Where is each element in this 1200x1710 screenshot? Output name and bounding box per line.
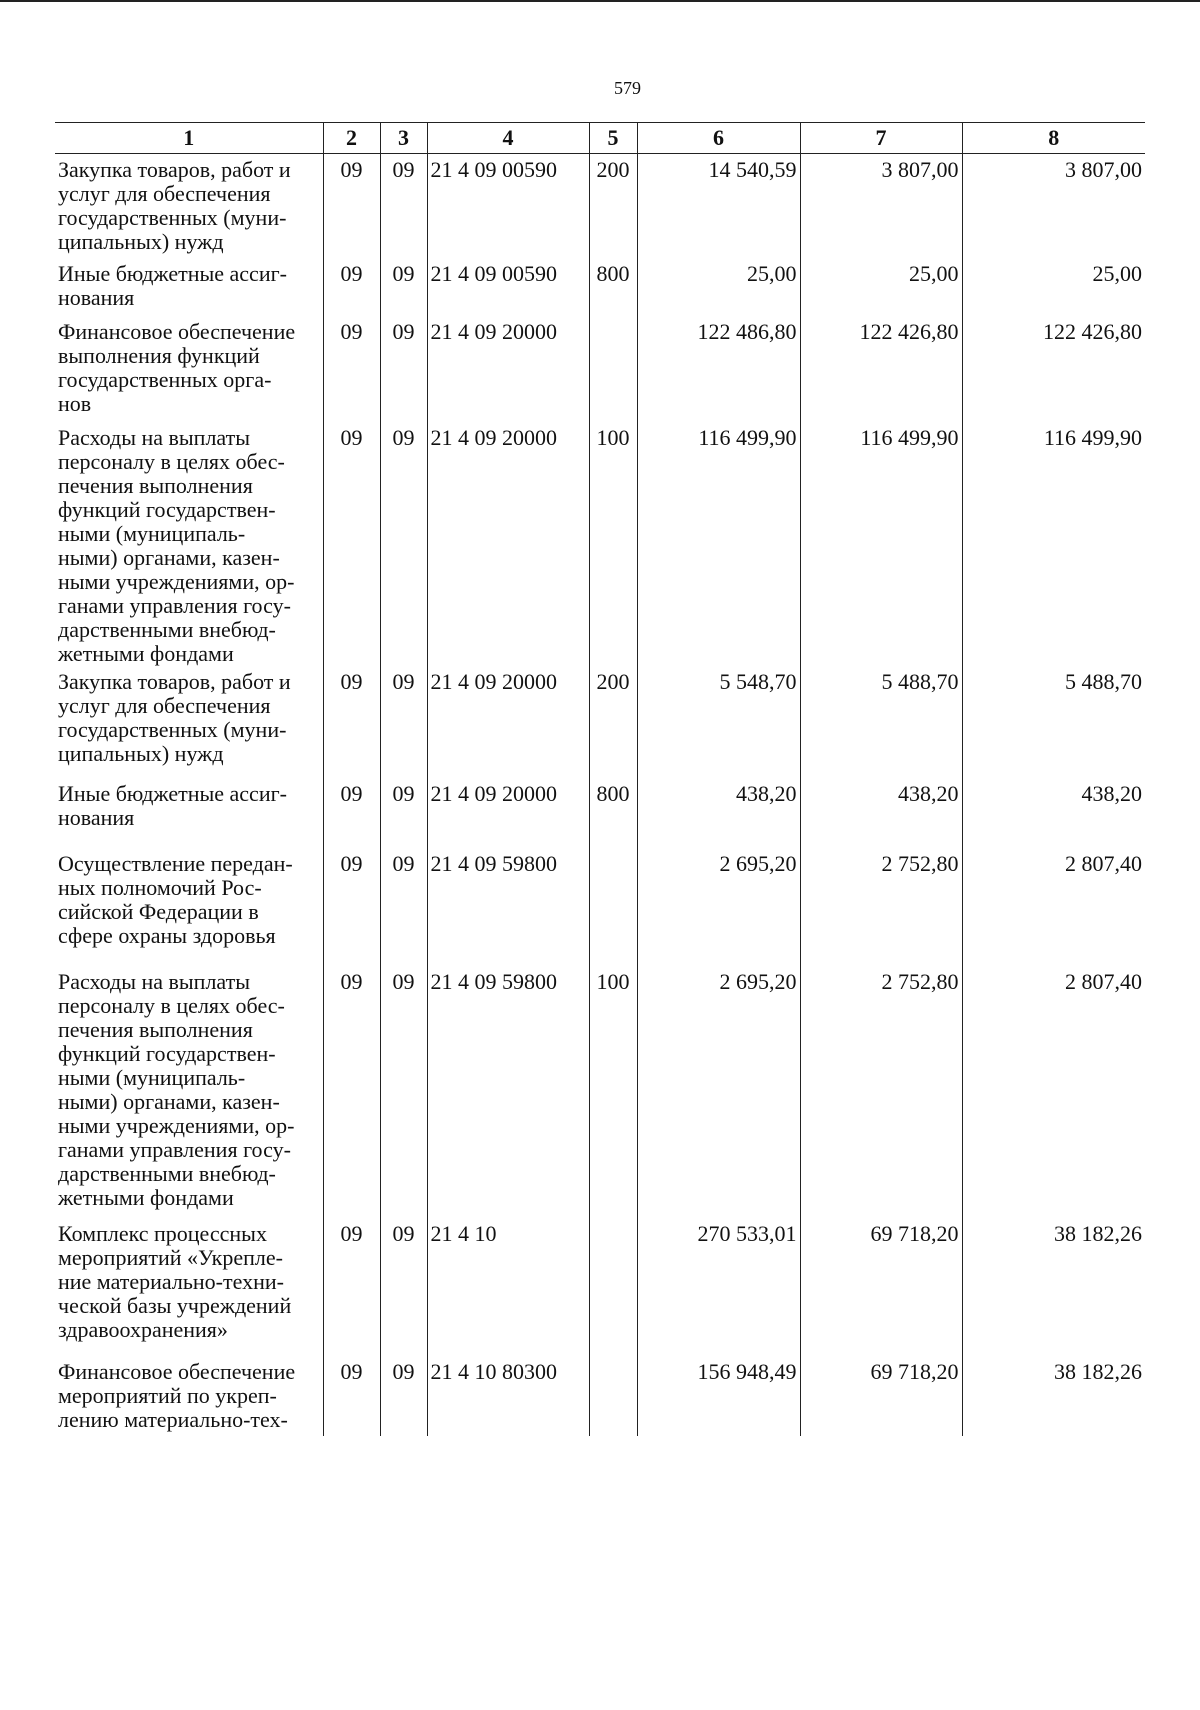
row-description: Расходы на выплаты персоналу в целях обес- печения выполнения функций государствен- ными (муниципаль- ными) органами, казен- ными учреждениями, ор- ганами управления госу- дарственными внебюд- жетными фондами [58,424,295,666]
amount-col-7: 2 752,80 [800,848,962,966]
amount-col-6: 2 695,20 [637,966,800,1218]
subsection-code: 09 [380,316,427,422]
subsection-code: 09 [380,154,427,258]
amount-col-8: 25,00 [962,258,1145,316]
subsection-code: 09 [380,1218,427,1356]
amount-col-7: 122 426,80 [800,316,962,422]
amount-col-7: 5 488,70 [800,666,962,778]
expense-type-code [589,1356,637,1436]
page-top-edge [0,0,1200,2]
table-row [55,1218,1145,1356]
row-description: Расходы на выплаты персоналу в целях обес- печения выполнения функций государствен- ными (муниципаль- ными) органами, казен- ными учреждениями, ор- ганами управления госу- дарственными внебюд- жетными фондами [58,968,295,1210]
amount-col-7: 25,00 [800,258,962,316]
amount-col-6: 122 486,80 [637,316,800,422]
header-col-5: 5 [589,123,637,154]
expense-type-code: 800 [589,258,637,316]
expense-type-code: 800 [589,778,637,848]
target-article-code: 21 4 09 20000 [427,316,589,422]
table-row [55,666,1145,778]
subsection-code: 09 [380,966,427,1218]
target-article-code: 21 4 09 20000 [427,778,589,848]
amount-col-7: 2 752,80 [800,966,962,1218]
expense-type-code: 200 [589,154,637,258]
target-article-code: 21 4 09 20000 [427,666,589,778]
target-article-code: 21 4 09 00590 [427,258,589,316]
table-row [55,258,1145,316]
header-col-4: 4 [427,123,589,154]
subsection-code: 09 [380,778,427,848]
amount-col-8: 38 182,26 [962,1218,1145,1356]
expense-type-code [589,1218,637,1356]
target-article-code: 21 4 09 59800 [427,848,589,966]
table-row [55,778,1145,848]
amount-col-7: 69 718,20 [800,1356,962,1436]
row-description: Финансовое обеспечение мероприятий по укреп- лению материально-тех- [58,1358,296,1432]
table-body [55,154,1145,1436]
row-description: Закупка товаров, работ и услуг для обеспечения государственных (муни- ципальных) нужд [58,668,291,766]
target-article-code: 21 4 10 80300 [427,1356,589,1436]
amount-col-8: 122 426,80 [962,316,1145,422]
target-article-code: 21 4 09 00590 [427,154,589,258]
section-code: 09 [323,1356,380,1436]
amount-col-8: 5 488,70 [962,666,1145,778]
header-col-2: 2 [323,123,380,154]
row-description: Иные бюджетные ассиг- нования [58,780,287,830]
table-row [55,848,1145,966]
header-col-3: 3 [380,123,427,154]
section-code: 09 [323,258,380,316]
section-code: 09 [323,154,380,258]
table-row [55,1356,1145,1436]
budget-table [55,122,1145,1436]
amount-col-8: 38 182,26 [962,1356,1145,1436]
amount-col-7: 69 718,20 [800,1218,962,1356]
header-row [55,123,1145,154]
amount-col-6: 156 948,49 [637,1356,800,1436]
table-row [55,154,1145,258]
section-code: 09 [323,966,380,1218]
expense-type-code: 100 [589,422,637,666]
table-row [55,966,1145,1218]
amount-col-7: 116 499,90 [800,422,962,666]
expense-type-code: 200 [589,666,637,778]
subsection-code: 09 [380,1356,427,1436]
section-code: 09 [323,316,380,422]
header-col-8: 8 [962,123,1145,154]
amount-col-8: 2 807,40 [962,848,1145,966]
header-col-6: 6 [637,123,800,154]
section-code: 09 [323,422,380,666]
page-number: 579 [614,78,641,98]
amount-col-6: 14 540,59 [637,154,800,258]
amount-col-6: 25,00 [637,258,800,316]
section-code: 09 [323,848,380,966]
target-article-code: 21 4 10 [427,1218,589,1356]
amount-col-8: 2 807,40 [962,966,1145,1218]
section-code: 09 [323,1218,380,1356]
table-header [55,123,1145,154]
target-article-code: 21 4 09 20000 [427,422,589,666]
row-description: Иные бюджетные ассиг- нования [58,260,287,310]
header-col-1: 1 [55,123,323,154]
row-description: Комплекс процессных мероприятий «Укрепле- ние материально-техни- ческой базы учреждений здравоохранения» [58,1220,292,1342]
table-row [55,316,1145,422]
table-row [55,422,1145,666]
row-description: Закупка товаров, работ и услуг для обеспечения государственных (муни- ципальных) нужд [58,157,291,254]
subsection-code: 09 [380,848,427,966]
amount-col-6: 270 533,01 [637,1218,800,1356]
expense-type-code [589,848,637,966]
row-description: Финансовое обеспечение выполнения функций государственных орга- нов [58,318,296,416]
target-article-code: 21 4 09 59800 [427,966,589,1218]
section-code: 09 [323,666,380,778]
subsection-code: 09 [380,258,427,316]
amount-col-8: 116 499,90 [962,422,1145,666]
section-code: 09 [323,778,380,848]
amount-col-7: 3 807,00 [800,154,962,258]
amount-col-6: 5 548,70 [637,666,800,778]
subsection-code: 09 [380,422,427,666]
header-col-7: 7 [800,123,962,154]
amount-col-6: 116 499,90 [637,422,800,666]
amount-col-8: 438,20 [962,778,1145,848]
expense-type-code [589,316,637,422]
amount-col-6: 2 695,20 [637,848,800,966]
amount-col-8: 3 807,00 [962,154,1145,258]
amount-col-7: 438,20 [800,778,962,848]
expense-type-code: 100 [589,966,637,1218]
row-description: Осуществление передан- ных полномочий Рос- сийской Федерации в сфере охраны здоровья [58,850,293,948]
subsection-code: 09 [380,666,427,778]
amount-col-6: 438,20 [637,778,800,848]
